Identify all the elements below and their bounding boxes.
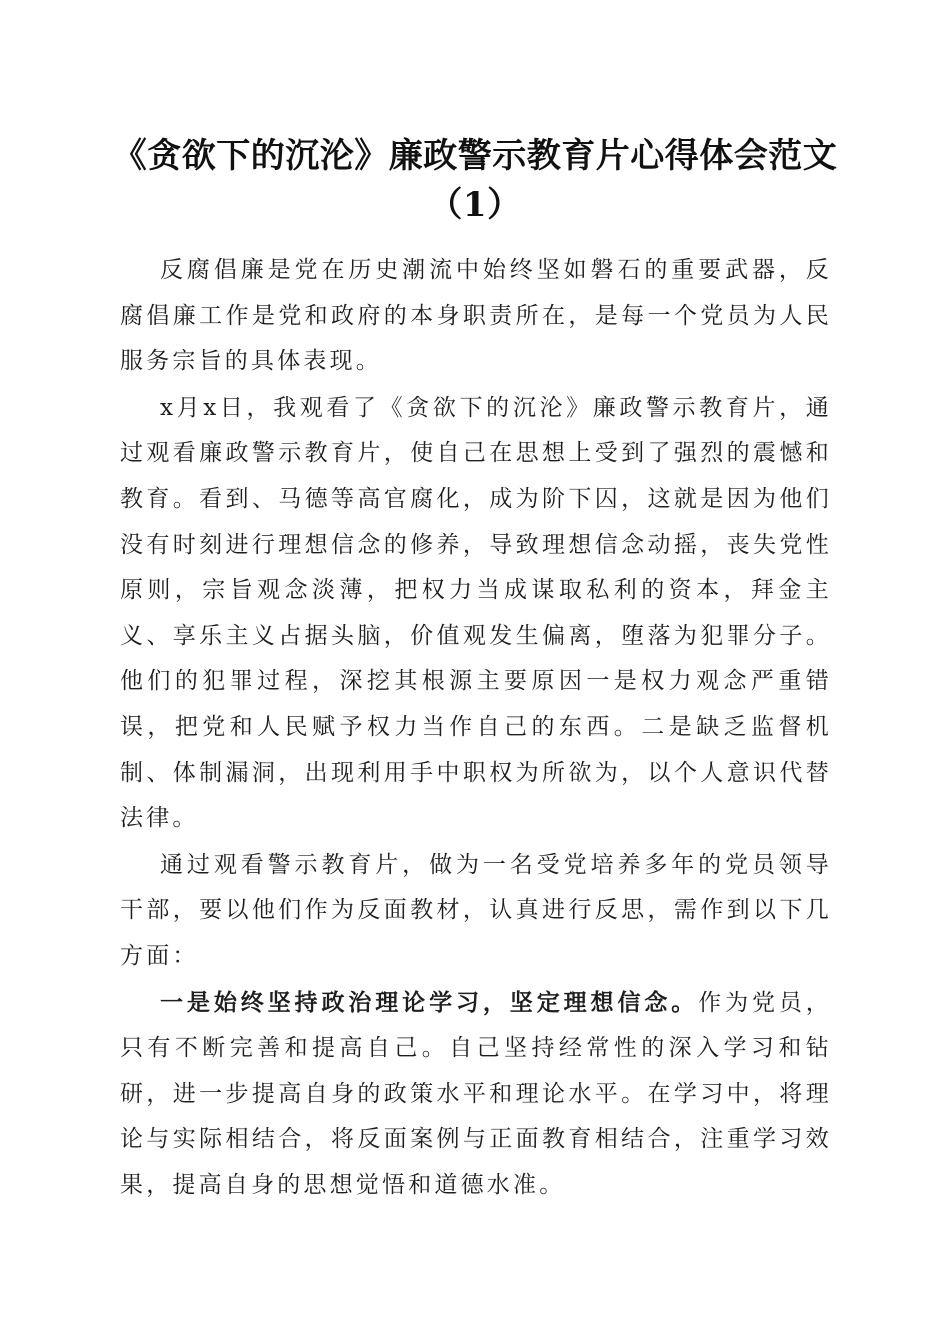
paragraph-text: 作为党员，只有不断完善和提高自己。自己坚持经常性的深入学习和钻研，进一步提高自身的政策水平和理论水平。在学习中，将理论与实际相结合，将反面案例与正面教育相结合，注重学习效果，提高自身的思想觉悟和道德水准。 <box>120 989 833 1198</box>
paragraph <box>120 385 832 842</box>
paragraph-text: x月x日，我观看了《贪欲下的沉沦》廉政警示教育片，通过观看廉政警示教育片，使自己在思想上受到了强烈的震憾和教育。看到、马德等高官腐化，成为阶下囚，这就是因为他们没有时刻进行理想信念的修养，导致理想信念动摇，丧失党性原则，宗旨观念淡薄，把权力当成谋取私利的资本，拜金主义、享乐主义占据头脑，价值观发生偏离，堕落为犯罪分子。他们的犯罪过程，深挖其根源主要原因一是权力观念严重错误，把党和人民赋予权力当作自己的东西。二是缺乏监督机制、体制漏洞，出现利用手中职权为所欲为，以个人意识代替法律。 <box>120 394 832 832</box>
paragraph <box>120 247 832 385</box>
paragraph <box>120 980 832 1209</box>
paragraph <box>120 842 832 980</box>
paragraph-text: 通过观看警示教育片，做为一名受党培养多年的党员领导干部，要以他们作为反面教材，认真进行反思，需作到以下几方面： <box>120 851 832 969</box>
paragraph-lead: 一是始终坚持政治理论学习，坚定理想信念。 <box>160 988 699 1016</box>
paragraph-text: 反腐倡廉是党在历史潮流中始终坚如磐石的重要武器，反腐倡廉工作是党和政府的本身职责所在，是每一个党员为人民服务宗旨的具体表现。 <box>120 257 832 375</box>
document-body <box>120 247 832 1208</box>
document-title: 《贪欲下的沉沦》廉政警示教育片心得体会范文（1） <box>112 136 838 225</box>
